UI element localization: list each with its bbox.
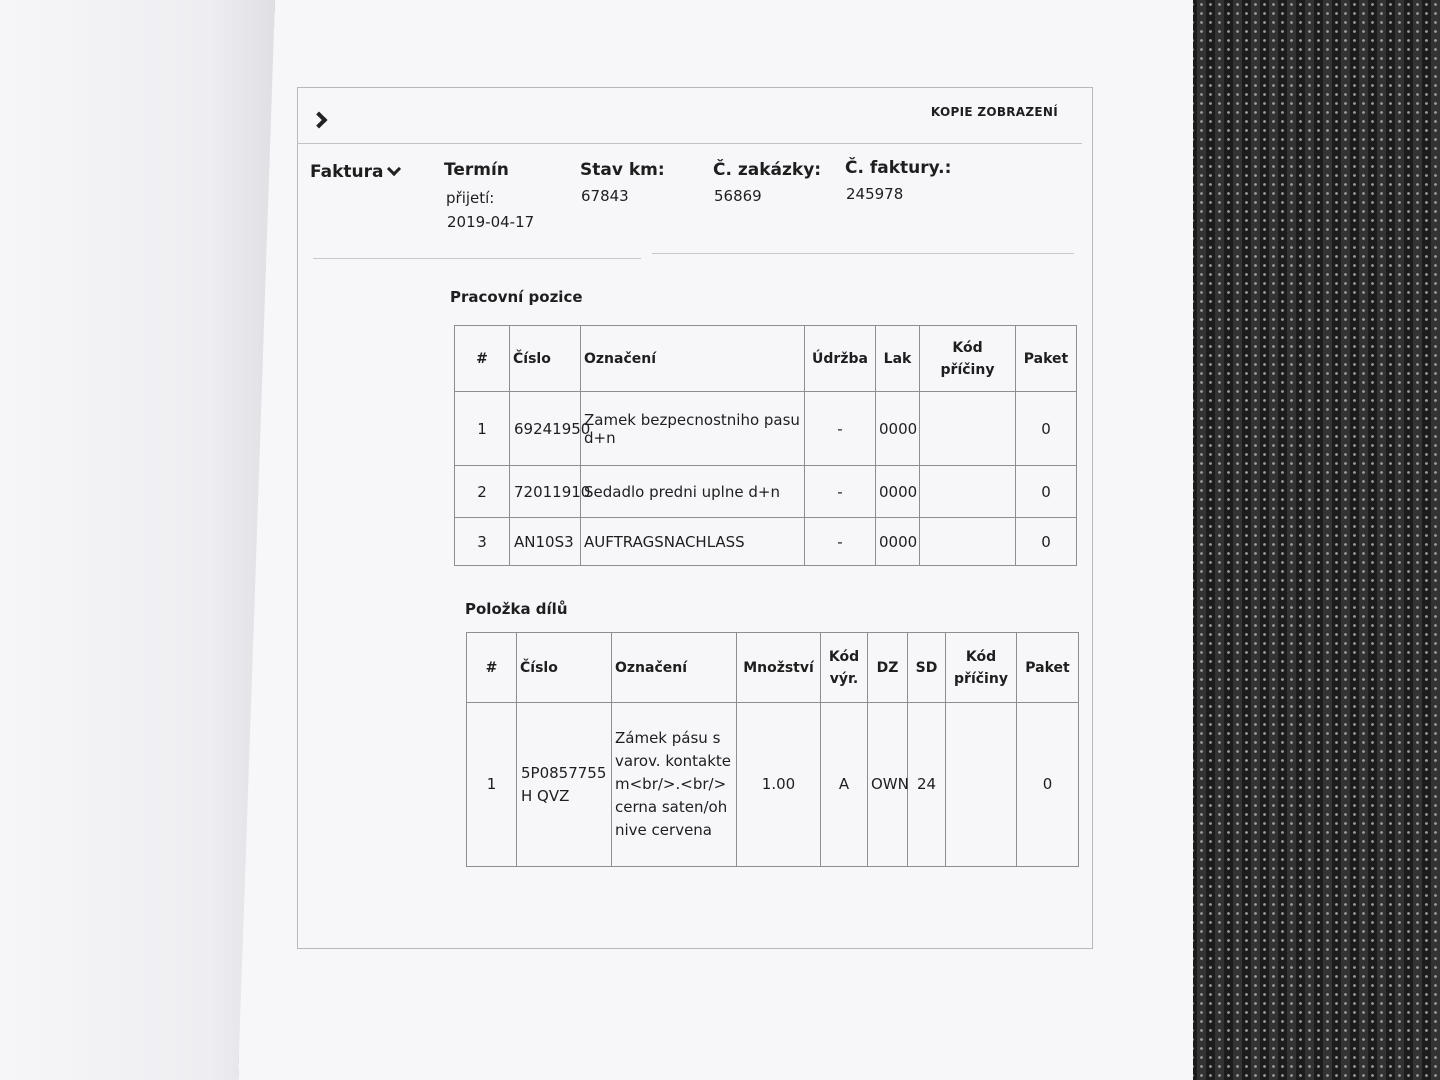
cell-udrzba: - xyxy=(805,518,876,566)
col-header-paket: Paket xyxy=(1016,326,1077,392)
work-positions-title: Pracovní pozice xyxy=(450,288,583,306)
cell-udrzba: - xyxy=(805,466,876,518)
faktura-toggle[interactable] xyxy=(310,159,399,185)
cell-number: 1 xyxy=(455,392,510,466)
col-header-udrzba: Údržba xyxy=(805,326,876,392)
faktura-number-label: Č. faktury.: xyxy=(845,158,952,178)
cell-number: 1 xyxy=(467,703,517,867)
cell-kod-priciny xyxy=(946,703,1017,867)
cell-paket: 0 xyxy=(1016,518,1077,566)
col-header-kod-priciny: Kód příčiny xyxy=(946,633,1017,703)
copy-display-label: KOPIE ZOBRAZENÍ xyxy=(930,105,1058,119)
col-header-sd: SD xyxy=(908,633,946,703)
cell-lak: 0000 xyxy=(876,466,920,518)
faktura-number-value: 245978 xyxy=(846,185,904,203)
cell-lak: 0000 xyxy=(876,518,920,566)
zakazka-label: Č. zakázky: xyxy=(713,160,822,180)
parts-table xyxy=(466,632,1079,867)
cell-paket: 0 xyxy=(1016,466,1077,518)
table-header-row xyxy=(455,326,1077,392)
cell-kod-priciny xyxy=(920,392,1016,466)
header-divider-right xyxy=(652,253,1074,254)
table-header-row xyxy=(467,633,1079,703)
zakazka-value: 56869 xyxy=(714,187,762,205)
col-header-dz: DZ xyxy=(868,633,908,703)
cell-oznaceni: Zamek bezpecnostniho pasu d+n xyxy=(581,392,805,466)
table-row xyxy=(467,703,1079,867)
table-row xyxy=(455,392,1077,466)
cell-number: 2 xyxy=(455,466,510,518)
stav-km-value: 67843 xyxy=(581,187,629,205)
cell-udrzba: - xyxy=(805,392,876,466)
col-header-oznaceni: Označení xyxy=(612,633,737,703)
col-header-mnozstvi: Množství xyxy=(737,633,821,703)
col-header-paket: Paket xyxy=(1017,633,1079,703)
top-divider xyxy=(297,143,1082,144)
cell-number: 3 xyxy=(455,518,510,566)
cell-dz: OWN xyxy=(868,703,908,867)
cell-cislo: 5P0857755H QVZ xyxy=(517,703,612,867)
cell-paket: 0 xyxy=(1017,703,1079,867)
cell-kod-priciny xyxy=(920,466,1016,518)
table-row xyxy=(455,466,1077,518)
cell-cislo: 72011910 xyxy=(510,466,581,518)
work-positions-table xyxy=(454,325,1077,566)
table-row xyxy=(455,518,1077,566)
cell-oznaceni: Zámek pásu s varov. kontaktem<br/>.<br/>cerna saten/ohnive cervena xyxy=(612,703,737,867)
chevron-down-icon xyxy=(387,162,401,176)
cell-cislo: AN10S3 xyxy=(510,518,581,566)
cell-lak: 0000 xyxy=(876,392,920,466)
col-header-cislo: Číslo xyxy=(517,633,612,703)
termin-value: 2019-04-17 xyxy=(447,213,535,231)
col-header-number: # xyxy=(467,633,517,703)
faktura-label: Faktura xyxy=(310,162,384,182)
cell-oznaceni: AUFTRAGSNACHLASS xyxy=(581,518,805,566)
cell-kod-vyr: A xyxy=(821,703,868,867)
cell-kod-priciny xyxy=(920,518,1016,566)
parts-title: Položka dílů xyxy=(465,600,568,618)
col-header-kod-vyr: Kód výr. xyxy=(821,633,868,703)
cell-sd: 24 xyxy=(908,703,946,867)
termin-label-2: přijetí: xyxy=(446,189,495,207)
cell-mnozstvi: 1.00 xyxy=(737,703,821,867)
cell-cislo: 69241950 xyxy=(510,392,581,466)
stav-km-label: Stav km: xyxy=(580,160,665,180)
cell-oznaceni: Sedadlo predni uplne d+n xyxy=(581,466,805,518)
termin-label: Termín xyxy=(444,160,509,180)
col-header-cislo: Číslo xyxy=(510,326,581,392)
col-header-kod-priciny: Kód příčiny xyxy=(920,326,1016,392)
col-header-oznaceni: Označení xyxy=(581,326,805,392)
cell-paket: 0 xyxy=(1016,392,1077,466)
header-divider-left xyxy=(313,258,641,259)
col-header-number: # xyxy=(455,326,510,392)
col-header-lak: Lak xyxy=(876,326,920,392)
